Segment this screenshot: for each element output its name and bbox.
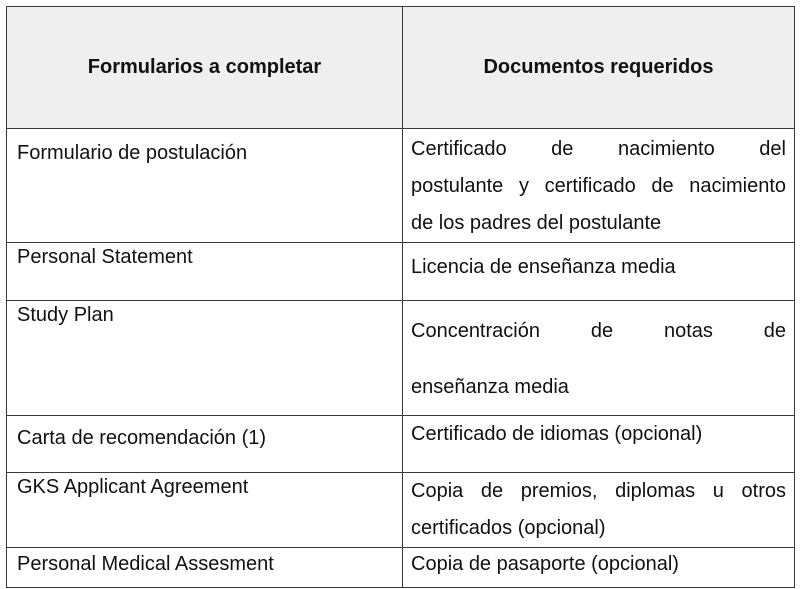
table-row [7,243,795,301]
form-cell: Carta de recomendación (1) [7,416,403,473]
document-line: certificados (opcional) [411,517,606,539]
document-cell [403,548,795,588]
document-line: enseñanza media [411,376,569,398]
document-cell [403,473,795,548]
table-row [7,301,795,416]
table-row [7,548,795,588]
form-cell: Formulario de postulación [7,129,403,243]
table-row [7,416,795,473]
form-cell: Study Plan [7,301,403,416]
form-cell: GKS Applicant Agreement [7,473,403,548]
document-cell [403,301,795,416]
document-cell [403,129,795,243]
document-line: Concentración de notas de [411,320,786,342]
requirements-table [6,6,795,588]
document-line: Copia de premios, diplomas u otros [411,480,786,502]
document-line: Certificado de nacimiento del [411,138,786,160]
document-line: postulante y certificado de nacimiento [411,175,786,197]
document-cell [403,416,795,473]
table-row [7,473,795,548]
document-line: Certificado de idiomas (opcional) [411,423,703,445]
header-forms: Formularios a completar [7,7,403,129]
document-line: de los padres del postulante [411,212,662,234]
table-header-row [7,7,795,129]
form-cell: Personal Medical Assesment [7,548,403,588]
document-line: Copia de pasaporte (opcional) [411,553,679,575]
header-documents: Documentos requeridos [403,7,795,129]
document-line: Licencia de enseñanza media [411,256,676,278]
document-cell [403,243,795,301]
form-cell: Personal Statement [7,243,403,301]
table-row [7,129,795,243]
